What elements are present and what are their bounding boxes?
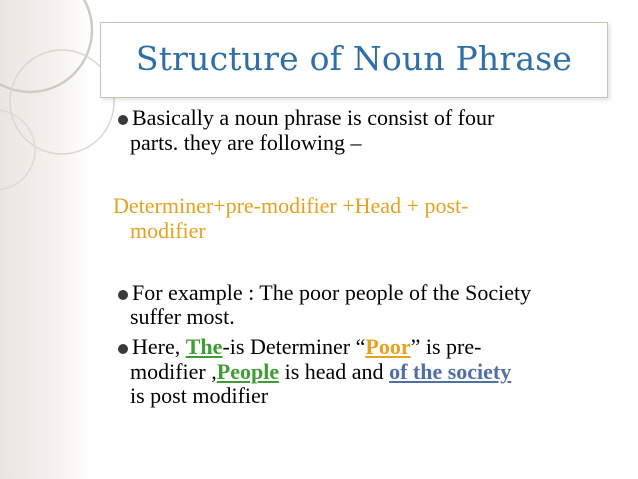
bullet1-line2: parts. they are following – bbox=[130, 130, 362, 155]
bullet2-line2: suffer most. bbox=[130, 304, 235, 329]
bullet3-text: -is Determiner “ bbox=[222, 334, 366, 359]
bullet3-line2 bbox=[130, 360, 511, 384]
bullet3-line1 bbox=[132, 335, 481, 359]
bullet-icon bbox=[118, 344, 128, 354]
highlight-premodifier: Poor bbox=[365, 334, 411, 359]
highlight-head: People bbox=[216, 359, 280, 384]
bullet1-line1: Basically a noun phrase is consist of four bbox=[132, 105, 495, 130]
page-title: Structure of Noun Phrase bbox=[135, 39, 573, 78]
highlight-determiner: The bbox=[185, 334, 223, 359]
highlight-postmodifier: of the society bbox=[389, 359, 512, 384]
bullet3-text: ” is pre- bbox=[410, 334, 482, 359]
bullet3-line3: is post modifier bbox=[130, 383, 269, 408]
bullet3-text: is head and bbox=[279, 359, 390, 384]
bullet-icon bbox=[118, 290, 128, 300]
bullet2-line1: For example : The poor people of the Society bbox=[132, 280, 532, 305]
title-box bbox=[100, 22, 608, 98]
bullet3-text: modifier , bbox=[130, 359, 217, 384]
formula-line1: Determiner+pre-modifier +Head + post- bbox=[113, 193, 469, 218]
formula-line2: modifier bbox=[130, 218, 206, 243]
bullet3-text: Here, bbox=[132, 334, 186, 359]
bullet-icon bbox=[118, 115, 128, 125]
